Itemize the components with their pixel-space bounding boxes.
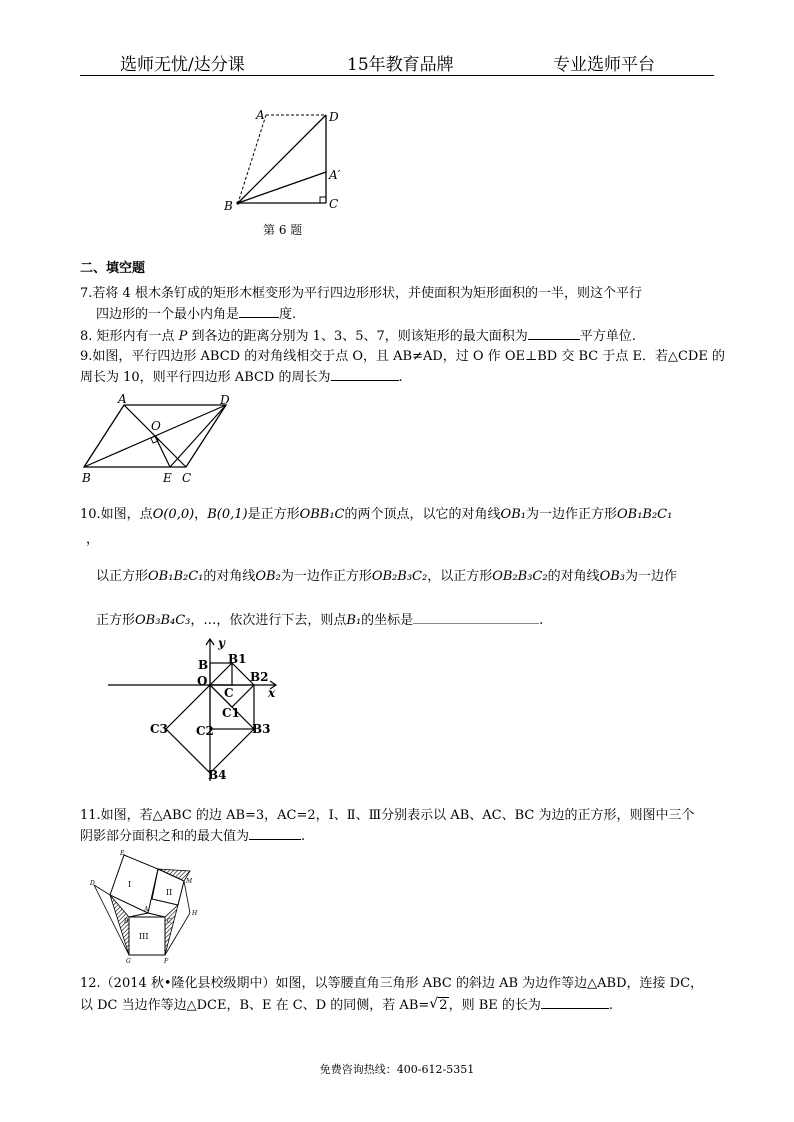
q10-l1b: O(0,0) bbox=[152, 507, 195, 522]
fig10-label-B3: B3 bbox=[252, 722, 271, 736]
fig9-label-C: C bbox=[182, 471, 192, 485]
q10-l2i: 的对角线 bbox=[547, 569, 600, 584]
q10-l1j: OB₁B₂C₁ bbox=[616, 507, 673, 522]
q8-point-p: P bbox=[178, 329, 188, 344]
fig10-axis-y: y bbox=[218, 636, 225, 650]
q8-line bbox=[80, 327, 636, 346]
fig11-label-G: G bbox=[126, 958, 131, 965]
q11-answer-blank[interactable] bbox=[249, 827, 301, 840]
q9-answer-blank[interactable] bbox=[331, 368, 399, 381]
q10-l2g: ，以正方形 bbox=[427, 569, 493, 584]
fig9-label-O: O bbox=[151, 419, 161, 433]
q12-text-a: 以 DC 当边作等边△DCE，B、E 在 C、D 的同侧，若 AB= bbox=[80, 998, 430, 1013]
fig11-label-M: M bbox=[186, 878, 193, 885]
q10-l3d: B₁ bbox=[346, 613, 362, 628]
fig9-label-E: E bbox=[163, 471, 172, 485]
q9-text-a: 周长为 10，则平行四边形 ABCD 的周长为 bbox=[80, 370, 331, 385]
q10-l2a: 以正方形 bbox=[96, 569, 149, 584]
q12-sqrt bbox=[429, 998, 448, 1013]
fig6-label-C: C bbox=[329, 197, 339, 211]
figure-q10 bbox=[108, 633, 288, 783]
q10-l2j: OB₃ bbox=[599, 569, 626, 584]
fig6-label-B: B bbox=[224, 199, 233, 213]
q11-line1: 11.如图，若△ABC 的边 AB=3，AC=2，Ⅰ、Ⅱ、Ⅲ分别表示以 AB、AC、BC 为边的正方形，则图中三个 bbox=[80, 808, 695, 823]
section-title: 二、填空题 bbox=[80, 261, 146, 276]
fig6-label-A-prime: A′ bbox=[329, 168, 341, 182]
q10-l3a: 正方形 bbox=[96, 613, 136, 628]
fig11-square-III: III bbox=[139, 932, 149, 941]
q12-answer-blank[interactable] bbox=[541, 996, 609, 1009]
q10-l1h: OB₁ bbox=[500, 507, 526, 522]
fig11-label-F: F bbox=[164, 958, 169, 965]
q11-text-a: 阴影部分面积之和的最大值为 bbox=[80, 829, 250, 844]
fig9-label-A: A bbox=[118, 392, 127, 406]
q7-line2 bbox=[96, 305, 296, 324]
q12-text-c: . bbox=[608, 998, 614, 1013]
q7-line1: 7.若将 4 根木条钉成的矩形木框变形为平行四边形形状，并使面积为矩形面积的一半，则这个平行 bbox=[80, 286, 642, 301]
figure-q6 bbox=[220, 105, 350, 220]
q10-l2b: OB₁B₂C₁ bbox=[148, 569, 204, 584]
fig10-label-O: O bbox=[197, 674, 208, 688]
q10-l1g: 的两个顶点，以它的对角线 bbox=[344, 507, 501, 522]
figure-q9 bbox=[78, 391, 238, 486]
figure-q11 bbox=[82, 847, 202, 965]
q7-text-a: 四边形的一个最小内角是 bbox=[96, 307, 240, 322]
q10-comma: ， bbox=[86, 532, 100, 547]
q11-line2 bbox=[80, 827, 305, 846]
q10-l1e: 是正方形 bbox=[247, 507, 300, 522]
fig11-label-D: D bbox=[90, 880, 95, 887]
fig11-label-C: C bbox=[167, 918, 172, 925]
fig6-label-D: D bbox=[329, 110, 339, 124]
q7-answer-blank[interactable] bbox=[239, 305, 279, 318]
figure-q6-caption: 第 6 题 bbox=[263, 223, 303, 237]
fig10-label-B4: B4 bbox=[208, 768, 227, 782]
q10-l3f: . bbox=[539, 613, 544, 628]
fig10-label-C: C bbox=[224, 686, 234, 700]
q9-line1: 9.如图，平行四边形 ABCD 的对角线相交于点 O，且 AB≠AD，过 O 作 OE⊥BD 交 BC 于点 E．若△CDE 的 bbox=[80, 349, 725, 364]
fig10-label-C3: C3 bbox=[150, 722, 168, 736]
q9-line2 bbox=[80, 368, 403, 387]
header-brand: 选师无忧/达分课 bbox=[120, 55, 245, 75]
q12-line2 bbox=[80, 996, 613, 1015]
q10-l3e: 的坐标是 bbox=[361, 613, 414, 628]
fig9-label-D: D bbox=[220, 393, 230, 407]
q10-l1c: ， bbox=[194, 507, 208, 522]
q8-text-b: 到各边的距离分别为 1、3、5、7，则该矩形的最大面积为 bbox=[187, 329, 528, 344]
fig6-label-A: A bbox=[256, 108, 265, 122]
q10-l2c: 的对角线 bbox=[203, 569, 256, 584]
fig11-label-B: B bbox=[124, 918, 129, 925]
q10-l2e: 为一边作正方形 bbox=[280, 569, 372, 584]
q10-l2d: OB₂ bbox=[255, 569, 281, 584]
q10-line2 bbox=[96, 568, 677, 586]
header-platform: 专业选师平台 bbox=[553, 55, 655, 75]
fig11-label-H: H bbox=[192, 910, 198, 917]
q10-line3 bbox=[96, 611, 543, 630]
fig10-label-B2: B2 bbox=[250, 670, 269, 684]
q10-line1 bbox=[80, 506, 672, 524]
q10-l1d: B(0,1) bbox=[207, 507, 248, 522]
footer-hotline: 免费咨询热线：400-612-5351 bbox=[319, 1063, 475, 1076]
q10-l2k: 为一边作 bbox=[625, 569, 678, 584]
fig10-label-B: B bbox=[198, 658, 209, 672]
q8-text-c: 平方单位. bbox=[579, 329, 636, 344]
q9-text-b: . bbox=[398, 370, 403, 385]
q10-l1f: OBB₁C bbox=[299, 507, 345, 522]
q10-l1i: 为一边作正方形 bbox=[525, 507, 617, 522]
q10-l1a: 10.如图，点 bbox=[80, 507, 153, 522]
q10-l3b: OB₃B₄C₃ bbox=[135, 613, 191, 628]
q12-text-b: ，则 BE 的长为 bbox=[448, 998, 541, 1013]
q10-l3c: ，…，依次进行下去，则点 bbox=[190, 613, 347, 628]
q12-line1: 12.（2014 秋•隆化县校级期中）如图，以等腰直角三角形 ABC 的斜边 AB 为边作等边△ABD，连接 DC， bbox=[80, 976, 704, 991]
fig10-label-C2: C2 bbox=[196, 724, 214, 738]
q12-sqrt-value: 2 bbox=[439, 998, 448, 1013]
fig11-label-E: E bbox=[120, 850, 125, 857]
fig10-label-B1: B1 bbox=[228, 652, 247, 666]
q10-l2h: OB₂B₃C₂ bbox=[492, 569, 548, 584]
sqrt-icon: √ bbox=[429, 996, 439, 1012]
q10-answer-blank[interactable] bbox=[413, 611, 539, 624]
fig11-square-II: II bbox=[166, 888, 173, 897]
q8-text-a: 8. 矩形内有一点 bbox=[80, 329, 179, 344]
q8-answer-blank[interactable] bbox=[528, 327, 580, 340]
q10-l2f: OB₂B₃C₂ bbox=[371, 569, 428, 584]
header-rule bbox=[80, 75, 714, 76]
q11-text-b: . bbox=[301, 829, 306, 844]
fig9-label-B: B bbox=[82, 471, 91, 485]
fig10-label-C1: C1 bbox=[222, 706, 240, 720]
fig10-axis-x: x bbox=[268, 686, 276, 700]
fig11-square-I: I bbox=[128, 880, 132, 889]
header-slogan: 15年教育品牌 bbox=[347, 55, 454, 75]
q7-text-b: 度. bbox=[279, 307, 297, 322]
fig11-label-A: A bbox=[144, 906, 149, 913]
